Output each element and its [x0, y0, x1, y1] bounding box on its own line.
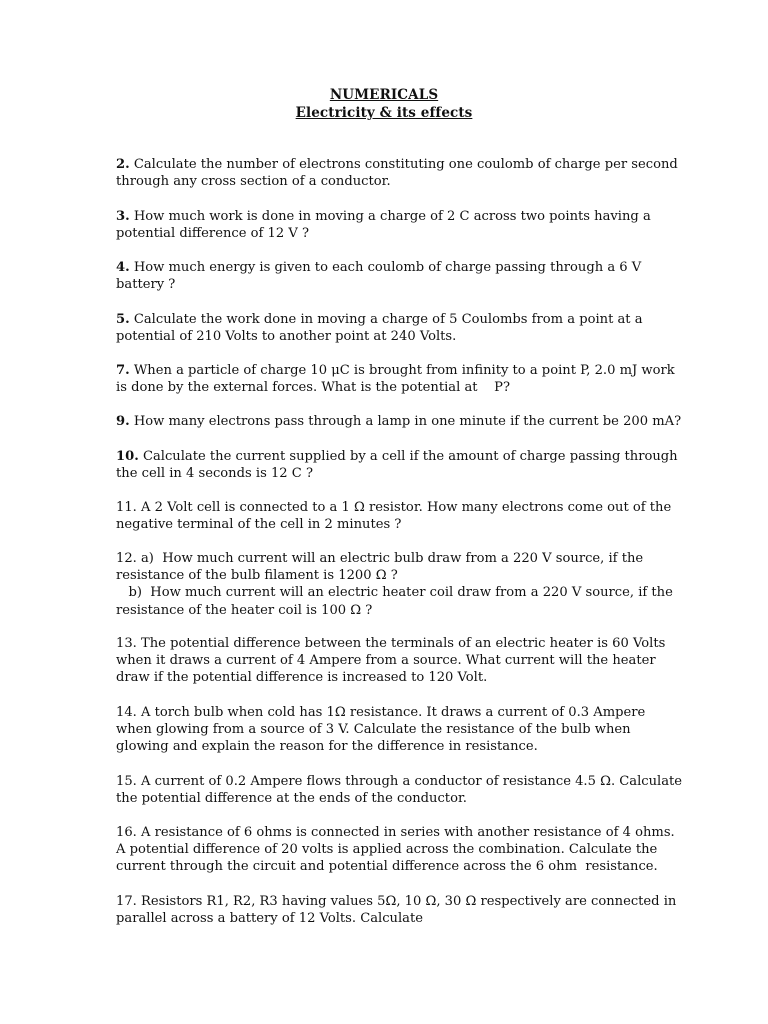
question-11	[116, 499, 676, 533]
question-14	[116, 704, 676, 756]
question-text: through any cross section of a conductor.	[116, 174, 391, 190]
question-text: 16. A resistance of 6 ohms is connected in series with another resistance of 4 ohms.	[116, 825, 675, 840]
question-text: 12. a) How much current will an electric bulb draw from a 220 V source, if the	[116, 551, 644, 566]
question-text: battery ?	[116, 277, 176, 293]
question-line	[116, 208, 676, 225]
question-16	[116, 824, 676, 876]
question-text: How many electrons pass through a lamp in one minute if the current be 200 mA?	[133, 414, 682, 429]
question-5	[116, 311, 676, 345]
question-number: 7.	[116, 363, 130, 378]
question-text: draw if the potential difference is increased to 120 Volt.	[116, 670, 488, 686]
question-line	[116, 362, 676, 379]
document-subtitle: Electricity & its effects	[295, 105, 473, 121]
question-text: 17. Resistors R1, R2, R3 having values 5Ω, 10 Ω, 30 Ω respectively are connected in	[116, 894, 677, 909]
question-text: 15. A current of 0.2 Ampere flows through a conductor of resistance 4.5 Ω. Calculate	[116, 774, 683, 789]
question-text: potential of 210 Volts to another point at 240 Volts.	[116, 329, 457, 345]
question-text: when glowing from a source of 3 V. Calculate the resistance of the bulb when	[116, 722, 631, 738]
question-15	[116, 773, 683, 807]
question-9	[116, 413, 682, 430]
question-7	[116, 362, 676, 396]
question-12	[116, 550, 676, 619]
question-text: current through the circuit and potential difference across the 6 ohm resistance.	[116, 859, 658, 875]
question-text: When a particle of charge 10 μC is brought from infinity to a point P, 2.0 mJ work	[133, 363, 675, 378]
question-text: 13. The potential difference between the terminals of an electric heater is 60 Volts	[116, 636, 666, 651]
question-number: 3.	[116, 209, 130, 224]
question-number: 2.	[116, 157, 130, 172]
question-text: when it draws a current of 4 Ampere from a source. What current will the heater	[116, 653, 656, 669]
question-number: 4.	[116, 260, 130, 275]
question-number: 5.	[116, 312, 130, 327]
question-text: Calculate the current supplied by a cell if the amount of charge passing through	[142, 449, 678, 464]
question-text: Calculate the work done in moving a charge of 5 Coulombs from a point at a	[133, 312, 643, 327]
question-text: the potential difference at the ends of the conductor.	[116, 791, 467, 807]
question-text: potential difference of 12 V ?	[116, 226, 309, 242]
question-17	[116, 893, 676, 927]
question-3	[116, 208, 676, 242]
question-text: A potential difference of 20 volts is applied across the combination. Calculate the	[116, 842, 658, 858]
document-title: NUMERICALS	[329, 87, 439, 103]
question-line	[116, 156, 676, 173]
question-text: 11. A 2 Volt cell is connected to a 1 Ω resistor. How many electrons come out of the	[116, 500, 672, 515]
question-text: the cell in 4 seconds is 12 C ?	[116, 466, 313, 482]
question-text: How much work is done in moving a charge of 2 C across two points having a	[133, 209, 651, 224]
question-13	[116, 635, 676, 687]
question-10	[116, 448, 676, 482]
question-line	[116, 259, 676, 276]
question-text: glowing and explain the reason for the difference in resistance.	[116, 739, 538, 755]
question-text: Calculate the number of electrons constituting one coulomb of charge per second	[133, 157, 678, 172]
question-text: resistance of the heater coil is 100 Ω ?	[116, 602, 373, 618]
question-text: negative terminal of the cell in 2 minutes ?	[116, 517, 402, 533]
question-text: parallel across a battery of 12 Volts. Calculate	[116, 911, 423, 927]
question-text: 14. A torch bulb when cold has 1Ω resistance. It draws a current of 0.3 Ampere	[116, 705, 646, 720]
question-number: 10.	[116, 449, 139, 464]
question-4	[116, 259, 676, 293]
question-line	[116, 311, 676, 328]
question-2	[116, 156, 676, 190]
question-line	[116, 413, 682, 430]
question-number: 9.	[116, 414, 130, 429]
question-text: is done by the external forces. What is the potential at P?	[116, 380, 510, 396]
question-text: How much energy is given to each coulomb of charge passing through a 6 V	[133, 260, 642, 275]
question-text: b) How much current will an electric heater coil draw from a 220 V source, if the	[116, 585, 673, 601]
question-text: resistance of the bulb filament is 1200 Ω ?	[116, 568, 398, 584]
question-line	[116, 448, 676, 465]
